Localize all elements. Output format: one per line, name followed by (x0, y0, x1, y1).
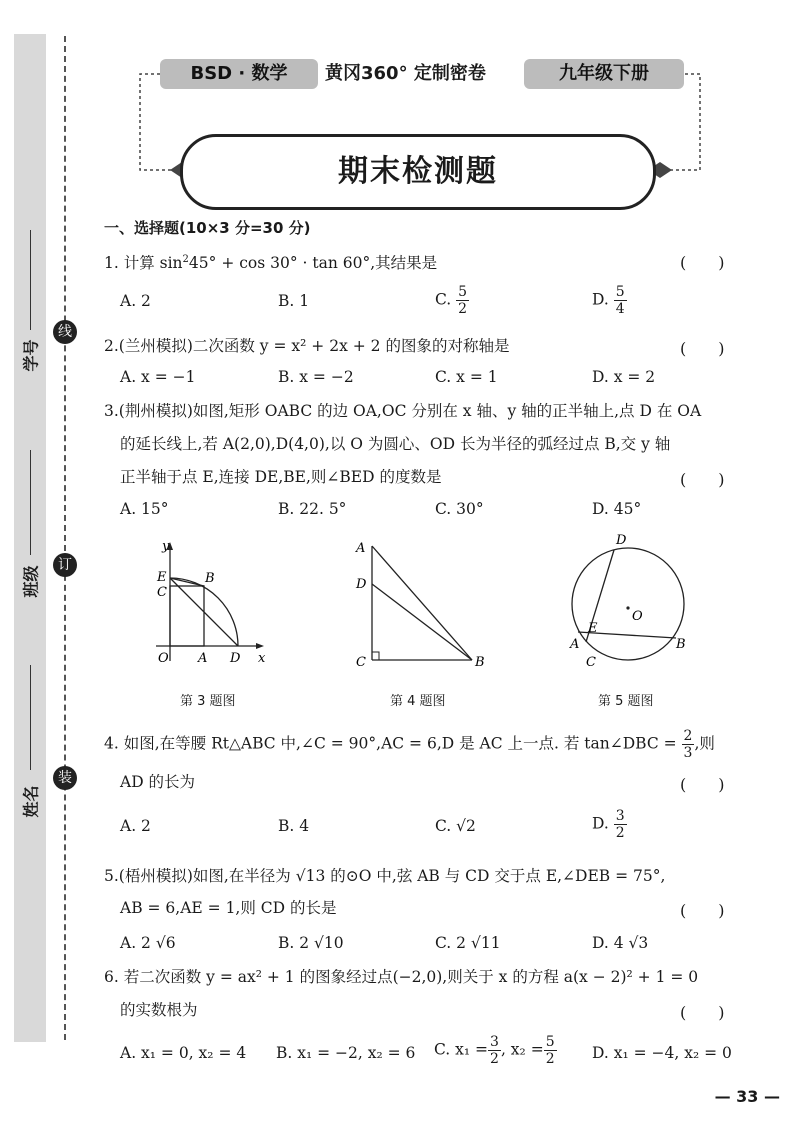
f3-label-o: O (158, 651, 169, 666)
mark-bind: 订 (53, 553, 77, 577)
q5-option-d[interactable]: D. 4 √3 (592, 934, 649, 952)
q2-answer-blank[interactable]: ( ) (680, 339, 725, 358)
q1-option-c[interactable] (435, 284, 469, 317)
q2-option-a[interactable]: A. x = −1 (120, 368, 196, 386)
series-name: 黄冈360° 定制密卷 (325, 63, 486, 84)
f3-label-y: y (162, 539, 170, 554)
name-label: 姓名 (21, 785, 41, 818)
figure-5-caption: 第 5 题图 (598, 694, 654, 709)
q4-option-a[interactable]: A. 2 (120, 817, 151, 835)
q5-option-a[interactable]: A. 2 √6 (120, 934, 176, 952)
f5-label-c: C (586, 655, 596, 670)
f5-label-b: B (676, 637, 686, 652)
f3-label-e: E (157, 570, 167, 585)
q4-frac-den: 3 (683, 745, 693, 761)
q4-stem-line2: AD 的长为 (120, 773, 196, 791)
q1-d-num: 5 (615, 284, 625, 300)
q6-c-mid: , x₂ = (500, 1040, 544, 1059)
f3-seg-be (170, 578, 204, 586)
mark-line: 线 (53, 320, 77, 344)
q1-text-a: 1. 计算 sin (104, 254, 183, 273)
f5-label-d: D (616, 533, 627, 548)
f4-label-c: C (356, 655, 366, 670)
q1-text-b: 45° + cos 30° · tan 60°,其结果是 (188, 254, 438, 273)
q2-option-d[interactable]: D. x = 2 (592, 368, 656, 386)
q1-option-d[interactable] (592, 284, 627, 317)
q4-d-den: 2 (615, 825, 625, 841)
q6-option-d[interactable]: D. x₁ = −4, x₂ = 0 (592, 1044, 732, 1062)
f5-label-a: A (570, 637, 580, 652)
q6-c-pre: C. x₁ = (434, 1040, 489, 1059)
q1-sup: 2 (182, 254, 189, 265)
q4-frac-num: 2 (683, 728, 693, 744)
q3-option-d[interactable]: D. 45° (592, 500, 642, 518)
student-id-label: 学号 (21, 339, 41, 372)
q5-stem-line2: AB = 6,AE = 1,则 CD 的长是 (120, 899, 337, 917)
q4-stem-line1 (104, 728, 715, 761)
class-label: 班级 (21, 565, 41, 598)
class-line (30, 450, 31, 555)
f4-right-angle (372, 652, 379, 660)
f3-label-d: D (230, 651, 241, 666)
q5-option-c[interactable]: C. 2 √11 (435, 934, 501, 952)
q6-option-c[interactable] (434, 1034, 557, 1067)
q4-d-pre: D. (592, 814, 609, 833)
f4-seg-db (372, 584, 472, 660)
f5-label-e: E (588, 621, 598, 636)
q5-option-b[interactable]: B. 2 √10 (278, 934, 344, 952)
q4-option-b[interactable]: B. 4 (278, 817, 310, 835)
q2-option-c[interactable]: C. x = 1 (435, 368, 498, 386)
q4-answer-blank[interactable]: ( ) (680, 775, 725, 794)
f4-label-a: A (356, 541, 366, 556)
name-line (30, 665, 31, 770)
f3-label-x: x (258, 651, 266, 666)
q4-d-num: 3 (615, 808, 625, 824)
subject-badge: BSD · 数学 (160, 59, 318, 89)
f5-circle (572, 548, 684, 660)
q6-answer-blank[interactable]: ( ) (680, 1003, 725, 1022)
q2-stem: 2.(兰州模拟)二次函数 y = x² + 2x + 2 的图象的对称轴是 (104, 337, 510, 355)
q1-c-pre: C. (435, 290, 452, 309)
q3-stem-line2: 的延长线上,若 A(2,0),D(4,0),以 O 为圆心、OD 长为半径的弧经过点 B,交 y 轴 (120, 435, 671, 453)
page-title: 期末检测题 (338, 154, 498, 189)
student-id-line (30, 230, 31, 330)
q6-c-den1: 2 (490, 1051, 499, 1067)
q1-c-num: 5 (458, 284, 468, 300)
q3-answer-blank[interactable]: ( ) (680, 470, 725, 489)
q6-c-den2: 2 (545, 1051, 555, 1067)
f5-center-dot (626, 606, 629, 609)
q6-option-b[interactable]: B. x₁ = −2, x₂ = 6 (276, 1044, 416, 1062)
q1-stem (104, 250, 437, 273)
q4-option-c[interactable]: C. √2 (435, 817, 476, 835)
q6-c-num2: 5 (545, 1034, 555, 1050)
figure-4 (348, 536, 498, 672)
q1-answer-blank[interactable]: ( ) (680, 253, 725, 272)
q3-option-b[interactable]: B. 22. 5° (278, 500, 347, 518)
q1-d-pre: D. (592, 290, 609, 309)
f3-label-b: B (205, 571, 215, 586)
figure-4-caption: 第 4 题图 (390, 694, 446, 709)
q5-stem-line1: 5.(梧州模拟)如图,在半径为 √13 的⊙O 中,弦 AB 与 CD 交于点 E,∠DEB = 75°, (104, 867, 666, 885)
f4-side-ab (372, 546, 472, 660)
mark-fix: 装 (53, 766, 77, 790)
q3-option-a[interactable]: A. 15° (120, 500, 169, 518)
f3-label-c: C (157, 585, 167, 600)
q6-stem-line1: 6. 若二次函数 y = ax² + 1 的图象经过点(−2,0),则关于 x 的方程 a(x − 2)² + 1 = 0 (104, 968, 699, 986)
q3-stem-line1: 3.(荆州模拟)如图,矩形 OABC 的边 OA,OC 分别在 x 轴、y 轴的正半轴上,点 D 在 OA (104, 402, 702, 420)
q2-option-b[interactable]: B. x = −2 (278, 368, 354, 386)
f3-x-arrow (256, 643, 264, 649)
q4-text-b: ,则 (694, 734, 715, 753)
figure-5 (564, 528, 694, 674)
q3-option-c[interactable]: C. 30° (435, 500, 484, 518)
q6-option-a[interactable]: A. x₁ = 0, x₂ = 4 (120, 1044, 247, 1062)
f3-label-a: A (198, 651, 208, 666)
figure-3-caption: 第 3 题图 (180, 694, 236, 709)
q4-option-d[interactable] (592, 808, 627, 841)
q6-stem-line2: 的实数根为 (120, 1001, 198, 1019)
q6-c-num1: 3 (490, 1034, 499, 1050)
q1-option-a[interactable]: A. 2 (120, 292, 151, 310)
f5-label-o: O (632, 609, 643, 624)
q1-c-den: 2 (458, 301, 468, 317)
f4-label-d: D (356, 577, 367, 592)
q5-answer-blank[interactable]: ( ) (680, 901, 725, 920)
q3-stem-line3: 正半轴于点 E,连接 DE,BE,则∠BED 的度数是 (120, 468, 442, 486)
grade-badge: 九年级下册 (524, 59, 684, 89)
page-number: — 33 — (714, 1087, 780, 1106)
f4-label-b: B (475, 655, 485, 670)
figure-3 (148, 538, 278, 672)
q1-option-b[interactable]: B. 1 (278, 292, 310, 310)
q1-d-den: 4 (615, 301, 625, 317)
section-heading: 一、选择题(10×3 分=30 分) (104, 219, 311, 237)
q4-text-a: 4. 如图,在等腰 Rt△ABC 中,∠C = 90°,AC = 6,D 是 AC 上一点. 若 tan∠DBC = (104, 734, 677, 753)
